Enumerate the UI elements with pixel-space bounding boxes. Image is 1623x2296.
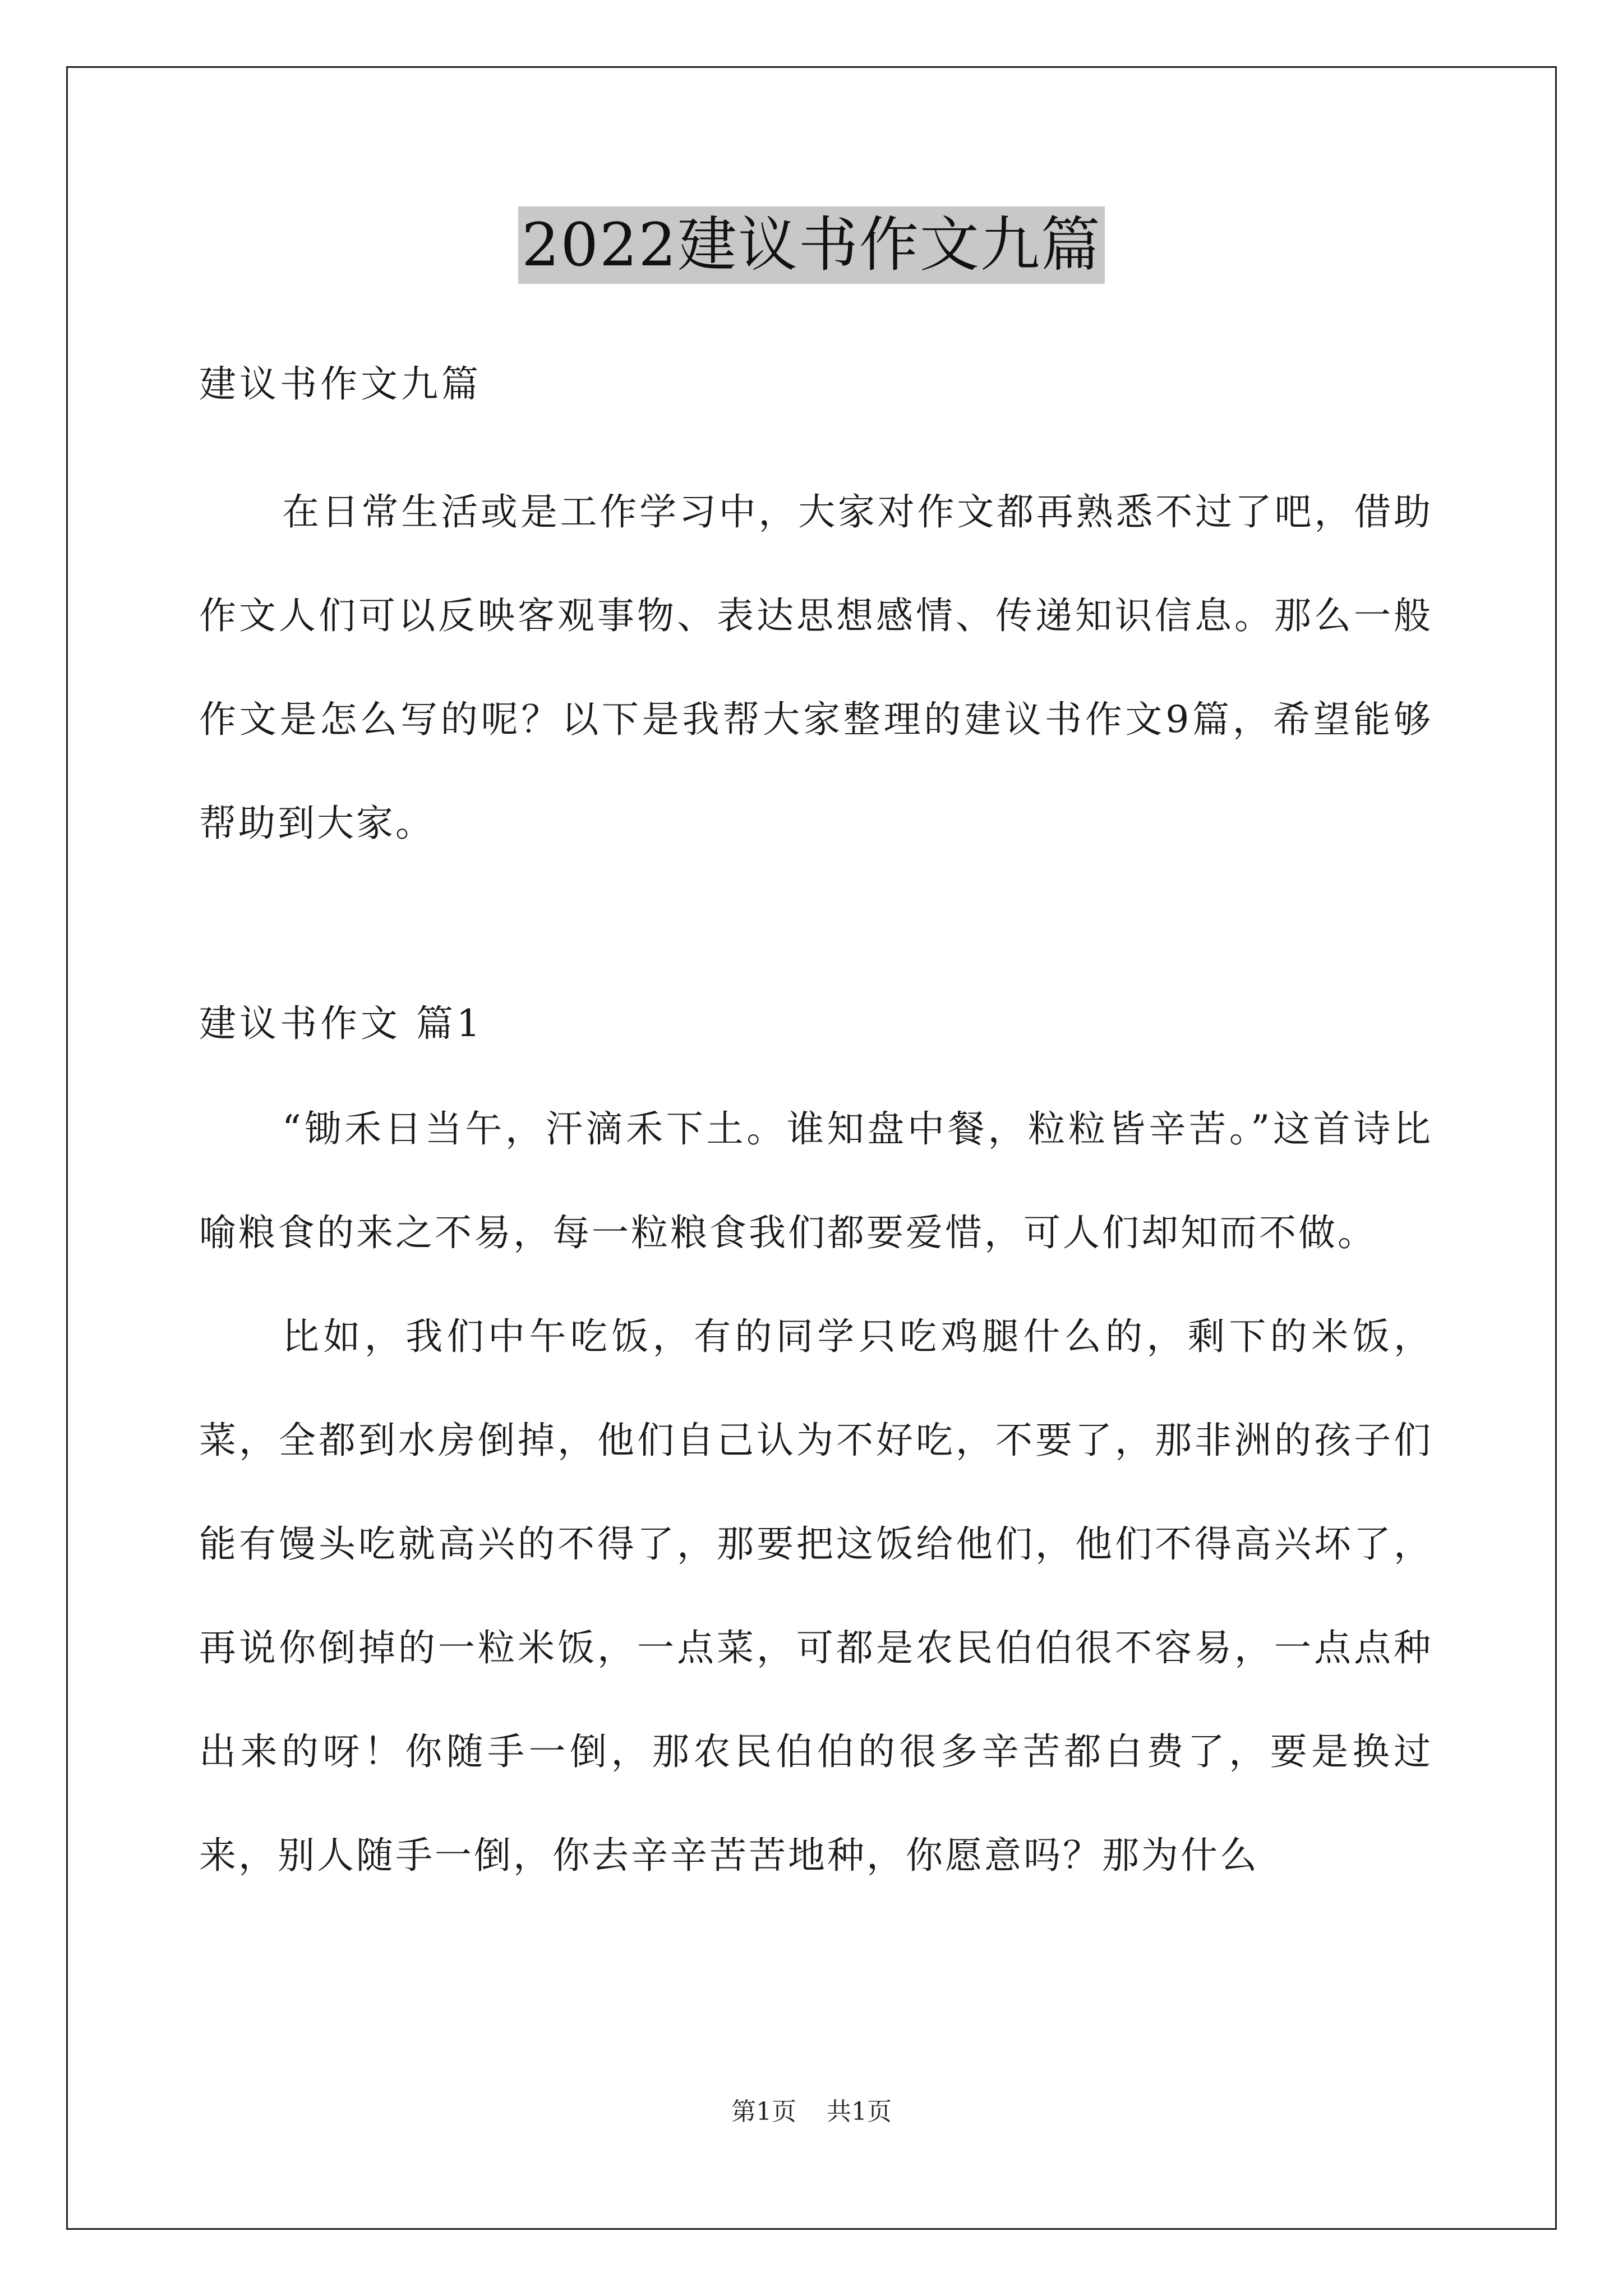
page-footer	[0, 2095, 1623, 2129]
page-total: 共1页	[827, 2097, 892, 2126]
document-title: 2022建议书作文九篇	[518, 206, 1105, 284]
intro-paragraph: 在日常生活或是工作学习中，大家对作文都再熟悉不过了吧，借助作文人们可以反映客观事物、表达思想感情、传递知识信息。那么一般作文是怎么写的呢？以下是我帮大家整理的建议书作文9篇，希望能够帮助到大家。	[199, 490, 1433, 845]
document-body	[199, 331, 1433, 1907]
body-paragraph: “锄禾日当午，汗滴禾下土。谁知盘中餐，粒粒皆辛苦。”这首诗比喻粮食的来之不易，每一粒粮食我们都要爱惜，可人们却知而不做。	[199, 1107, 1433, 1254]
spacer	[199, 438, 1433, 460]
document-subtitle: 建议书作文九篇	[199, 362, 482, 406]
spacer	[199, 875, 1433, 970]
page-number: 第1页	[731, 2097, 796, 2126]
section-heading: 建议书作文 篇1	[199, 1002, 483, 1045]
body-paragraph: 比如，我们中午吃饭，有的同学只吃鸡腿什么的，剩下的米饭，菜，全都到水房倒掉，他们自己认为不好吃，不要了，那非洲的孩子们能有馒头吃就高兴的不得了，那要把这饭给他们，他们不得高兴坏了，再说你倒掉的一粒米饭，一点菜，可都是农民伯伯很不容易，一点点种出来的呀！你随手一倒，那农民伯伯的很多辛苦都白费了，要是换过来，别人随手一倒，你去辛辛苦苦地种，你愿意吗？那为什么	[199, 1315, 1433, 1877]
title-container	[0, 206, 1623, 284]
